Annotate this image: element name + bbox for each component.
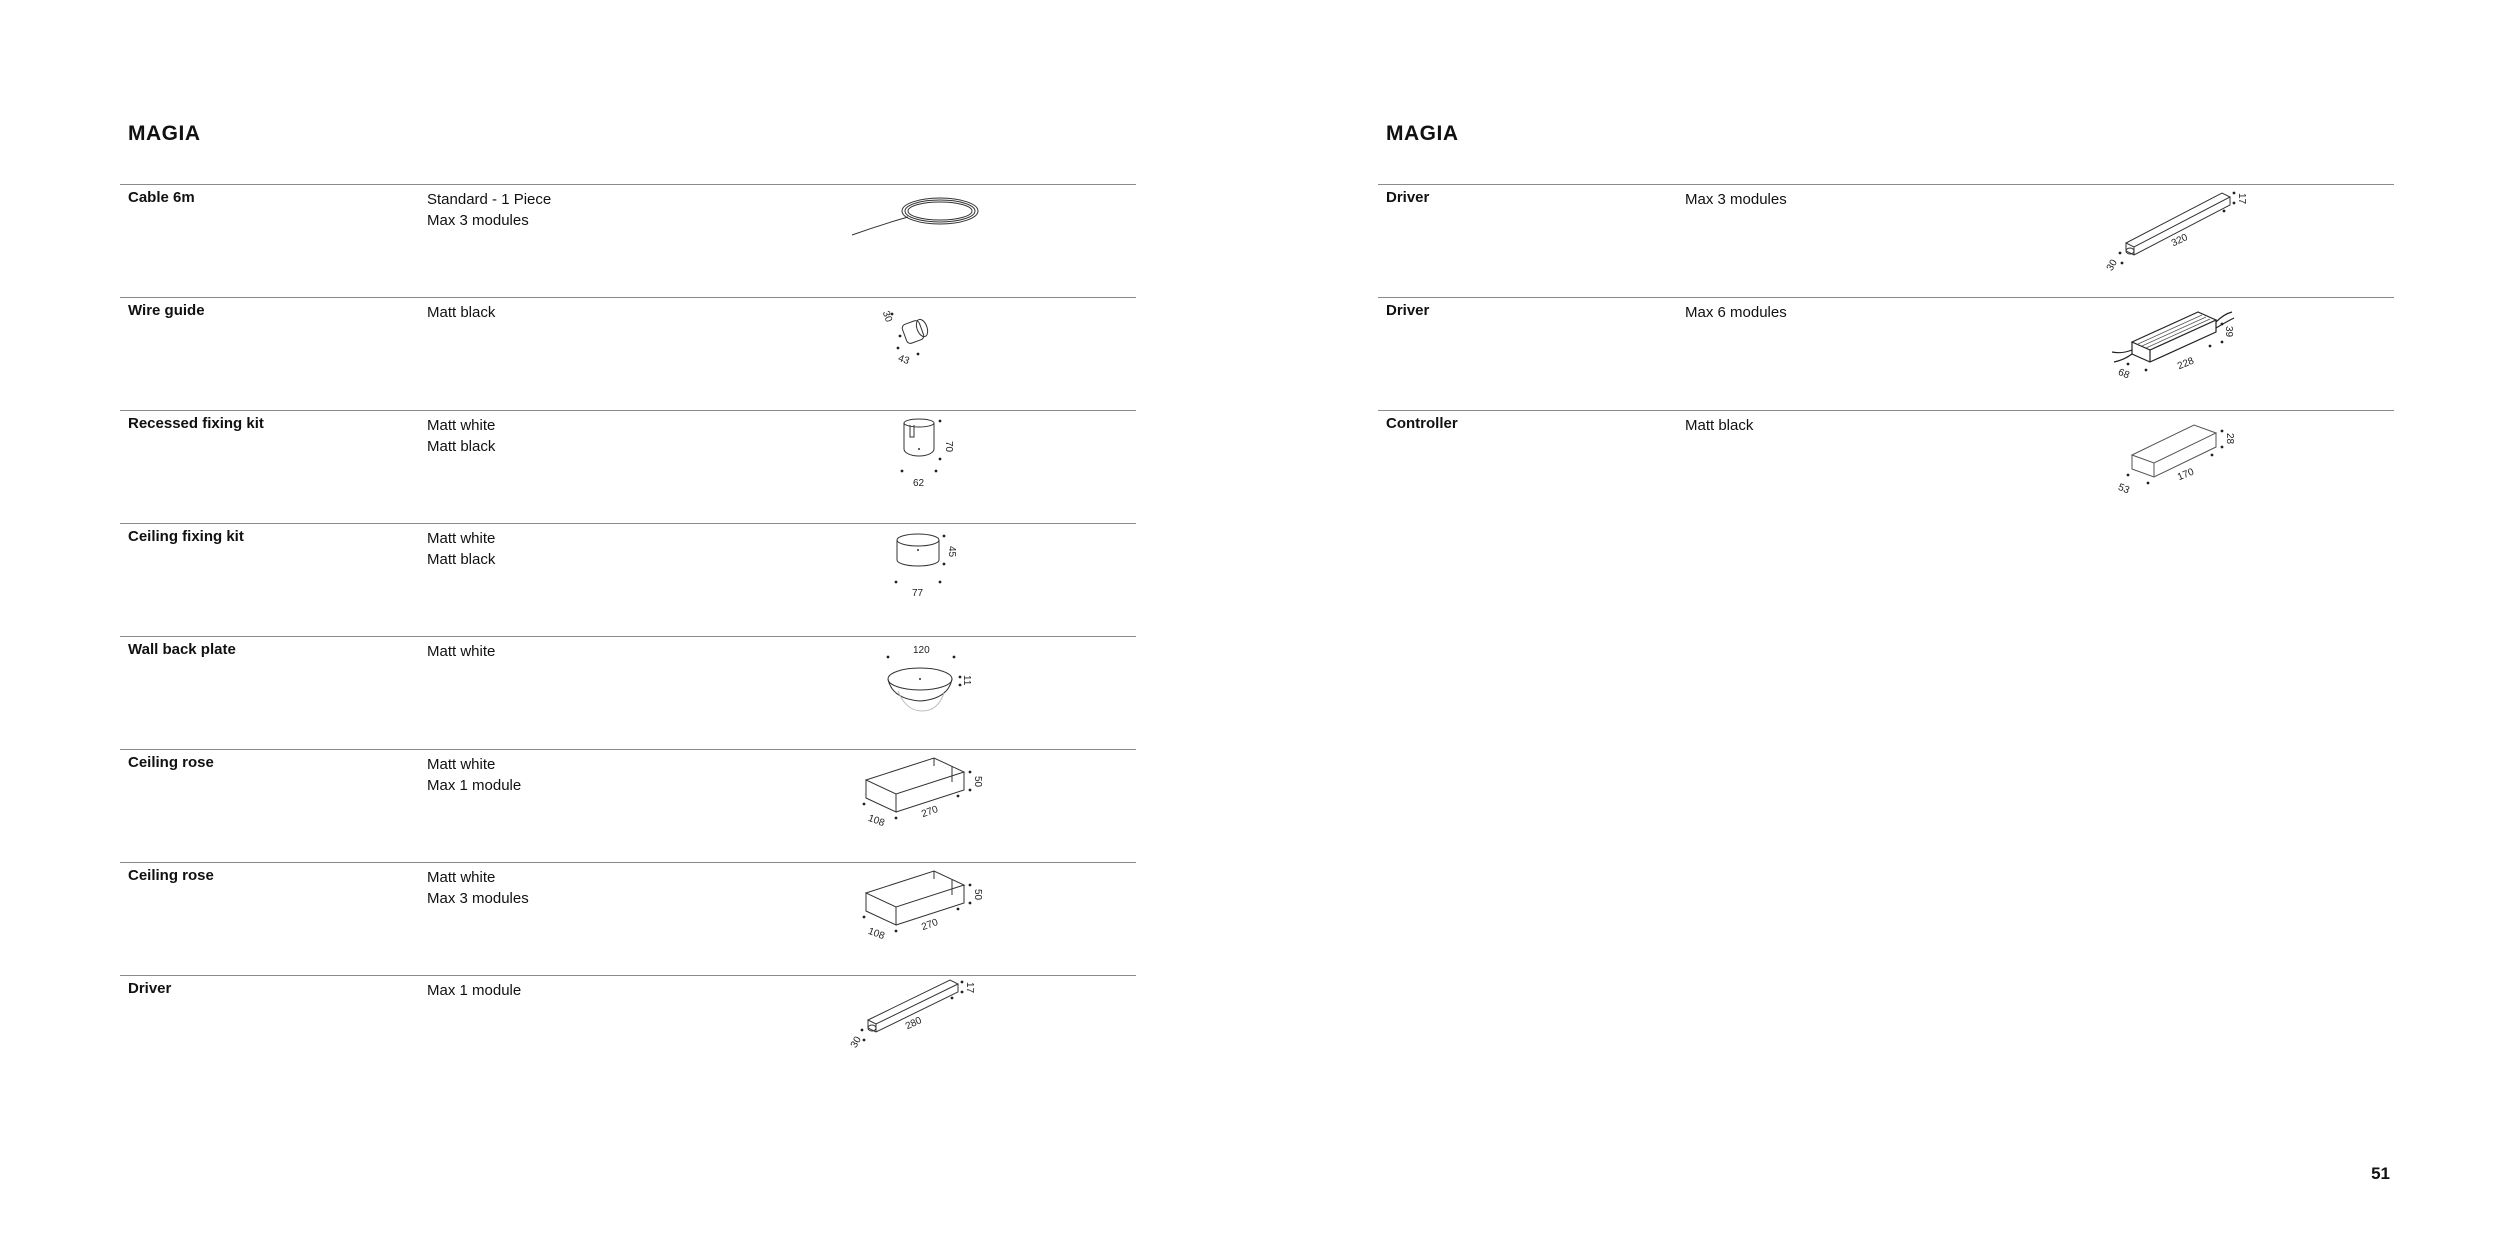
- detail-line: Max 3 modules: [427, 212, 529, 229]
- recessed-kit-drawing: [840, 415, 1000, 519]
- product-name: Driver: [128, 980, 172, 997]
- dimension-label: 120: [913, 645, 930, 656]
- product-name: Wire guide: [128, 302, 205, 319]
- product-details: [427, 641, 495, 662]
- product-row: [120, 184, 1136, 297]
- dimension-label: 30: [2104, 257, 2120, 273]
- dimension-label: 77: [912, 588, 924, 599]
- product-details: [427, 189, 551, 231]
- product-name: Driver: [1386, 302, 1430, 319]
- controller-drawing: [2098, 415, 2258, 519]
- product-name: Ceiling fixing kit: [128, 528, 244, 545]
- detail-line: Matt white: [427, 756, 496, 773]
- dimension-label: 50: [972, 776, 983, 788]
- dimension-label: 68: [2116, 366, 2131, 382]
- product-details: [427, 980, 521, 1001]
- detail-line: Matt black: [1685, 417, 1754, 434]
- section-title: MAGIA: [128, 122, 201, 145]
- dimension-label: 30: [879, 309, 894, 324]
- dimension-label: 108: [866, 925, 886, 943]
- dimension-label: 280: [903, 1015, 924, 1033]
- product-details: [427, 415, 495, 457]
- detail-line: Max 1 module: [427, 777, 522, 794]
- detail-line: Matt white: [427, 417, 496, 434]
- dimension-label: 62: [913, 478, 925, 489]
- detail-line: Matt white: [427, 643, 496, 660]
- product-row: [1378, 297, 2394, 410]
- detail-line: Matt black: [427, 438, 496, 455]
- dimension-label: 270: [920, 804, 940, 821]
- product-row: [1378, 410, 2394, 523]
- detail-line: Matt black: [427, 304, 496, 321]
- dimension-label: 70: [943, 441, 954, 453]
- dimension-label: 28: [2224, 433, 2235, 445]
- product-table: [1378, 184, 2394, 523]
- product-name: Ceiling rose: [128, 754, 214, 771]
- left-page: [120, 0, 1136, 1250]
- right-page: [1378, 0, 2394, 1250]
- dimension-label: 108: [866, 812, 886, 830]
- product-name: Wall back plate: [128, 641, 236, 658]
- detail-line: Max 3 modules: [1685, 191, 1787, 208]
- dimension-label: 43: [896, 352, 911, 368]
- driver-box-drawing: [2098, 302, 2258, 406]
- product-row: [120, 862, 1136, 975]
- product-details: [1685, 189, 1787, 210]
- driver-slim-drawing: [840, 980, 1000, 1084]
- product-name: Ceiling rose: [128, 867, 214, 884]
- product-name: Cable 6m: [128, 189, 195, 206]
- dimension-label: 11: [961, 675, 972, 686]
- product-name: Controller: [1386, 415, 1458, 432]
- dimension-label: 17: [964, 982, 975, 994]
- dimension-label: 320: [2169, 232, 2190, 250]
- dimension-label: 30: [848, 1034, 864, 1050]
- dimension-label: 228: [2176, 355, 2196, 373]
- product-details: [427, 528, 495, 570]
- dimension-label: 50: [972, 889, 983, 901]
- ceiling-rose-drawing: [840, 867, 1000, 971]
- detail-line: Matt white: [427, 530, 496, 547]
- wall-plate-drawing: [840, 641, 1000, 745]
- product-name: Recessed fixing kit: [128, 415, 264, 432]
- product-details: [427, 867, 529, 909]
- product-row: [120, 636, 1136, 749]
- detail-line: Matt black: [427, 551, 496, 568]
- dimension-label: 39: [2223, 326, 2234, 338]
- dimension-label: 45: [946, 546, 957, 558]
- product-details: [1685, 415, 1753, 436]
- product-details: [1685, 302, 1787, 323]
- section-title: MAGIA: [1386, 122, 1459, 145]
- dimension-label: 17: [2236, 193, 2247, 205]
- detail-line: Standard - 1 Piece: [427, 191, 552, 208]
- detail-line: Max 1 module: [427, 982, 522, 999]
- ceiling-kit-drawing: [840, 528, 1000, 632]
- product-details: [427, 754, 521, 796]
- ceiling-rose-drawing: [840, 754, 1000, 858]
- product-name: Driver: [1386, 189, 1430, 206]
- product-table: [120, 184, 1136, 1088]
- dimension-label: 270: [920, 917, 940, 934]
- detail-line: Matt white: [427, 869, 496, 886]
- coiled-cable-drawing: [840, 189, 1000, 293]
- wire-guide-drawing: [840, 302, 1000, 406]
- detail-line: Max 3 modules: [427, 890, 529, 907]
- product-row: [1378, 184, 2394, 297]
- detail-line: Max 6 modules: [1685, 304, 1787, 321]
- dimension-label: 170: [2176, 466, 2196, 484]
- product-row: [120, 410, 1136, 523]
- product-row: [120, 975, 1136, 1088]
- page-number: 51: [2371, 1164, 2390, 1183]
- driver-slim-drawing: [2098, 189, 2258, 293]
- dimension-label: 53: [2116, 481, 2131, 497]
- product-row: [120, 749, 1136, 862]
- product-details: [427, 302, 495, 323]
- product-row: [120, 523, 1136, 636]
- product-row: [120, 297, 1136, 410]
